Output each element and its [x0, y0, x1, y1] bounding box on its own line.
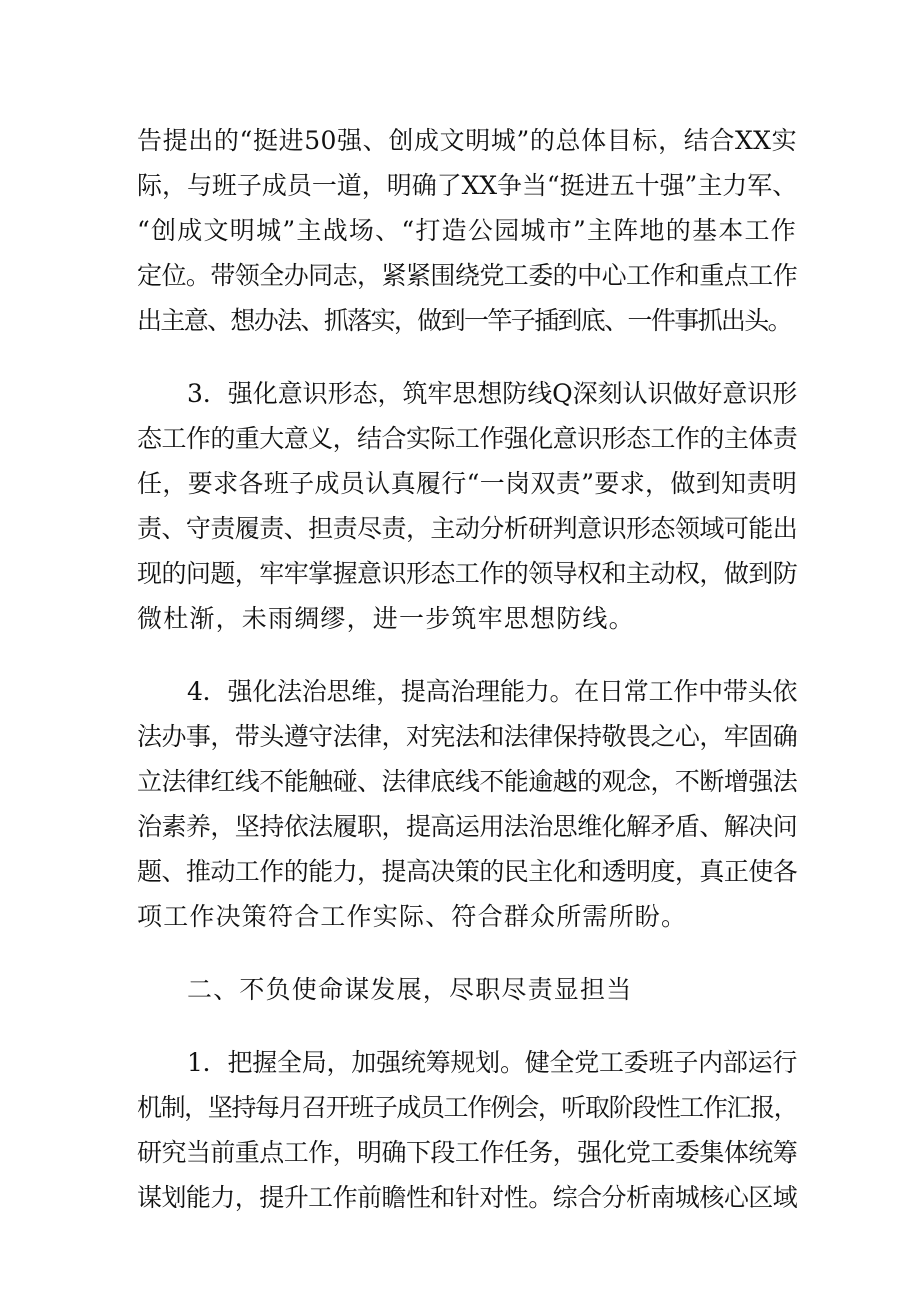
text-line: 际，与班子成员一道，明确了XX争当“挺进五十强”主力军、 [137, 171, 797, 200]
text-line: 定位。带领全办同志，紧紧围绕党工委的中心工作和重点工作 [137, 261, 797, 290]
paragraph-ideology [137, 371, 797, 641]
text-line: 态工作的重大意义，结合实际工作强化意识形态工作的主体责 [137, 424, 797, 453]
text-line: 责、守责履责、担责尽责，主动分析研判意识形态领域可能出 [137, 514, 797, 543]
text-line: 1．把握全局，加强统筹规划。健全党工委班子内部运行 [187, 1048, 797, 1077]
text-line: 4．强化法治思维，提高治理能力。在日常工作中带头依 [187, 677, 797, 706]
text-line: 告提出的“挺进50强、创成文明城”的总体目标，结合XX实 [137, 126, 797, 155]
text-line: 法办事，带头遵守法律，对宪法和法律保持敬畏之心，牢固确 [137, 722, 797, 751]
body-text [137, 118, 797, 1220]
text-line: 谋划能力，提升工作前瞻性和针对性。综合分析南城核心区域 [137, 1183, 797, 1212]
text-line: 任，要求各班子成员认真履行“一岗双责”要求，做到知责明 [137, 469, 797, 498]
text-line: 题、推动工作的能力，提高决策的民主化和透明度，真正使各 [137, 857, 797, 886]
text-line: 微杜渐，未雨绸缪，进一步筑牢思想防线。 [137, 604, 635, 633]
paragraph-overall-planning [137, 1040, 797, 1220]
paragraph-goals [137, 118, 797, 343]
text-line: 研究当前重点工作，明确下段工作任务，强化党工委集体统筹 [137, 1138, 797, 1167]
text-line: “创成文明城”主战场、“打造公园城市”主阵地的基本工作 [137, 216, 797, 245]
text-line: 现的问题，牢牢掌握意识形态工作的领导权和主动权，做到防 [137, 559, 797, 588]
text-line: 出主意、想办法、抓落实，做到一竿子插到底、一件事抓出头。 [137, 306, 792, 335]
text-line: 3．强化意识形态，筑牢思想防线Q深刻认识做好意识形 [187, 379, 797, 408]
text-line: 项工作决策符合工作实际、符合群众所需所盼。 [137, 902, 688, 931]
text-line: 治素养，坚持依法履职，提高运用法治思维化解矛盾、解决问 [137, 812, 797, 841]
section-heading: 二、不负使命谋发展，尽职尽责显担当 [187, 975, 633, 1004]
text-line: 立法律红线不能触碰、法律底线不能逾越的观念，不断增强法 [137, 767, 797, 796]
text-line: 机制，坚持每月召开班子成员工作例会，听取阶段性工作汇报， [137, 1093, 797, 1122]
paragraph-rule-of-law [137, 669, 797, 939]
